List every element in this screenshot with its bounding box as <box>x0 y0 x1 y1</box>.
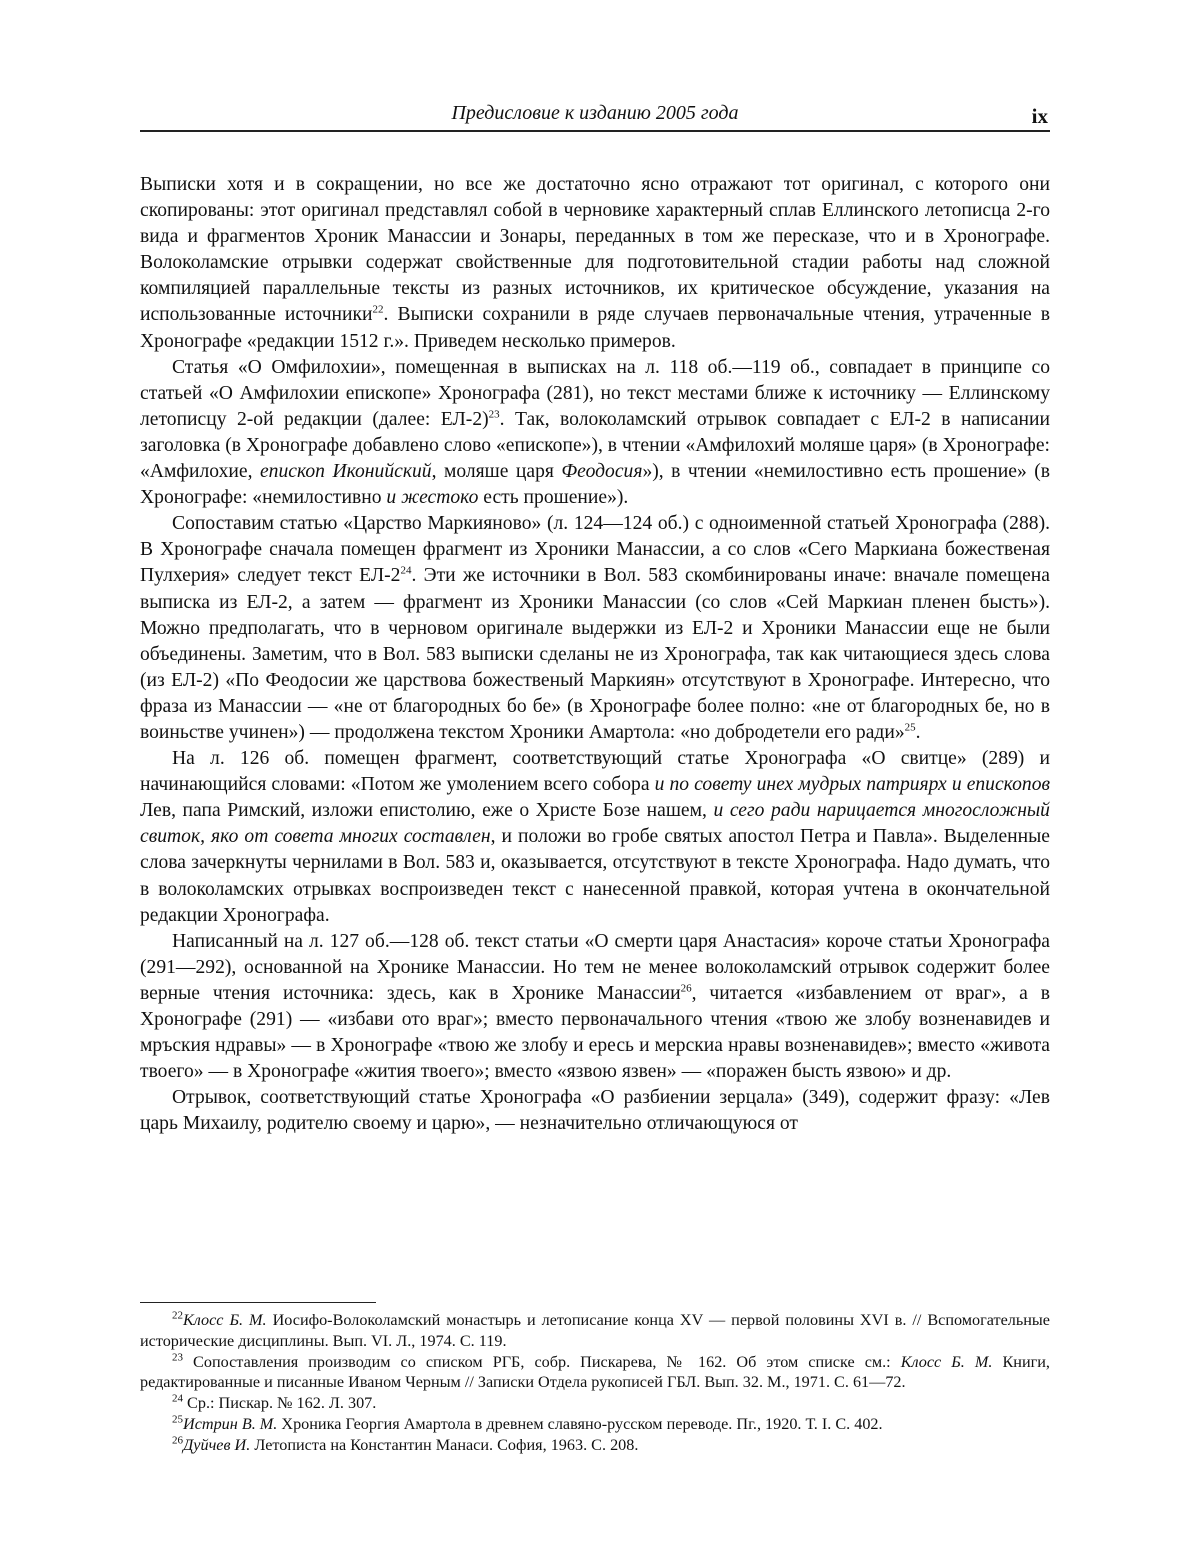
italic-text: епископ Иконийский <box>259 461 432 483</box>
italic-text: и по совету инех мудрых патриярх и епископов <box>654 774 1050 796</box>
footnote-number: 26 <box>172 1434 183 1447</box>
footnote <box>140 1414 1050 1435</box>
text-run: Хроника Георгия Амартола в древнем славяно-русском переводе. Пг., 1920. Т. I. С. 402. <box>277 1414 883 1433</box>
footnote-number: 23 <box>172 1351 183 1364</box>
text-run: . Эти же источники в Вол. 583 скомбинированы иначе: вначале помещена выписка из ЕЛ-2, а затем — фрагмент из Хроники Манассии (со слов «Сей Маркиан пленен бысть»). Можно предполагать, что в черновом оригинале выдержки из ЕЛ-2 и Хроники Манассии еще не были объединены. Заметим, что в Вол. 583 выписки сделаны не из Хронографа, так как читающиеся здесь слова (из ЕЛ-2) «По Феодосии же царствова божественый Маркиян» отсутствуют в Хронографе. Интересно, что фраза из Манассии — «не от благородных бо бе» (в Хронографе более полно: «не от благородных бе, но в воиньстве учинен») — продолжена текстом Хроники Амартола: «но добродетели его ради» <box>140 565 1050 743</box>
paragraph <box>140 1085 1050 1137</box>
footnote-ref: 23 <box>488 408 500 421</box>
text-run: Сопоставим статью «Царство Маркияново» (л. 124—124 об.) с одноименной статьей Хронографа (288). В Хронографе сначала помещен фрагмент из Хроники Манассии, а со слов «Сего Маркиана божественая Пулхерия» следует текст ЕЛ-2 <box>140 513 1050 587</box>
text-run: . Так, волоколамский отрывок совпадает с ЕЛ-2 в написании заголовка (в Хронографе добавлено слово «епископе»), в чтении «Амфилохий моляше царя» (в Хронографе: «Амфилохие, <box>140 408 1050 483</box>
italic-text: Феодосия <box>561 461 643 483</box>
footnote-number: 24 <box>172 1392 183 1405</box>
text-run: . <box>915 721 921 743</box>
text-run: Написанный на л. 127 об.—128 об. текст статьи «О смерти царя Анастасия» короче статьи Хронографа (291—292), основанной на Хронике Манассии. Но тем не менее волоколамский отрывок содержит более верные чтения источника: здесь, как в Хронике Манассии <box>140 930 1050 1004</box>
paragraph <box>140 929 1050 1086</box>
italic-text: Дуйчев И. <box>183 1435 251 1454</box>
paragraph <box>140 511 1050 746</box>
footnote <box>140 1352 1050 1394</box>
footnote-number: 22 <box>172 1309 183 1322</box>
text-run: Выписки хотя и в сокращении, но все же достаточно ясно отражают тот оригинал, с которого они скопированы: этот оригинал представлял собой в черновике характерный сплав Еллинского летописца 2-го вида и фрагментов Хроник Манассии и Зонары, переданных в том же пересказе, что и в Хронографе. Волоколамские отрывки содержат свойственные для подготовительной стадии работы над сложной компиляцией параллельные тексты из разных источников, их критическое обсуждение, указания на использованные источники <box>140 174 1050 326</box>
footnote-ref: 25 <box>904 721 916 734</box>
footnote-separator <box>140 1302 376 1303</box>
italic-text: Истрин В. М. <box>183 1414 278 1433</box>
italic-text: и жестоко <box>386 487 479 509</box>
footnotes <box>140 1310 1050 1456</box>
footnote <box>140 1435 1050 1456</box>
paragraph <box>140 746 1050 929</box>
main-text <box>140 172 1050 1137</box>
text-run: Лев, папа Римский, изложи епистолию, еже о Христе Бозе нашем, <box>140 800 714 822</box>
italic-text: и сего ради нарицается многосложный свиток, яко от совета многих составлен <box>140 800 1050 848</box>
footnote-ref: 24 <box>400 564 412 577</box>
text-run: , моляше царя <box>431 461 562 483</box>
text-run: , читается «избавлением от враг», а в Хронографе (291) — «избави ото враг»; вместо первоначального чтения «твою же злобу возненавидев и мръския ндравы» — в Хронографе «твою же злобу и ересь и мерскиа нравы возненавидев»; вместо «живота твоего» — в Хронографе «жития твоего»; вместо «язвою язвен» — «поражен бысть язвою» и др. <box>140 982 1050 1083</box>
text-run: Летописта на Константин Манаси. София, 1963. С. 208. <box>250 1435 639 1454</box>
paragraph <box>140 355 1050 512</box>
paragraph <box>140 172 1050 355</box>
text-run: . Выписки сохранили в ряде случаев первоначальные чтения, утраченные в Хронографе «редакции 1512 г.». Приведем несколько примеров. <box>140 304 1050 352</box>
text-run: Иосифо-Волоколамский монастырь и летописание конца XV — первой половины XVI в. // Вспомогательные исторические дисциплины. Вып. VI. Л., 1974. С. 119. <box>140 1311 1050 1350</box>
running-title: Предисловие к изданию 2005 года <box>451 102 739 124</box>
text-run: , и положи во гробе святых апостол Петра и Павла». Выделенные слова зачеркнуты чернилами в Вол. 583 и, оказывается, отсутствуют в тексте Хронографа. Надо думать, что в волоколамских отрывках воспроизведен текст с нанесенной правкой, которая учтена в окончательной редакции Хронографа. <box>140 826 1050 926</box>
text-run: есть прошение»). <box>478 487 629 509</box>
text-run: Отрывок, соответствующий статье Хронографа «О разбиении зерцала» (349), содержит фразу: «Лев царь Михаилу, родителю своему и царю», — незначительно отличающуюся от <box>140 1087 1050 1135</box>
footnote-number: 25 <box>172 1413 183 1426</box>
running-header <box>140 100 1050 132</box>
text-run: На л. 126 об. помещен фрагмент, соответствующий статье Хронографа «О свитце» (289) и начинающийся словами: «Потом же умолением всего собора <box>140 748 1050 796</box>
text-run: Книги, редактированные и писанные Иваном Черным // Записки Отдела рукописей ГБЛ. Вып. 32. М., 1971. С. 61—72. <box>140 1352 1050 1392</box>
footnote-ref: 26 <box>680 982 692 995</box>
text-run: »), в чтении «немилостивно есть прошение» (в Хронографе: «немилостивно <box>140 461 1050 509</box>
text-run: Сопоставления производим со списком РГБ, собр. Пискарева, № 162. Об этом списке см.: <box>183 1352 901 1371</box>
footnote <box>140 1393 1050 1414</box>
text-run: Статья «О Омфилохии», помещенная в выписках на л. 118 об.—119 об., совпадает в принципе со статьей «О Амфилохии епископе» Хронографа (281), но текст местами ближе к источнику — Еллинскому летописцу 2-ой редакции (далее: ЕЛ-2) <box>140 356 1050 430</box>
italic-text: Клосс Б. М. <box>183 1311 267 1329</box>
text-run: Ср.: Пискар. № 162. Л. 307. <box>183 1394 377 1413</box>
page-number: ix <box>1031 104 1048 128</box>
italic-text: Клосс Б. М. <box>900 1352 993 1371</box>
footnote-ref: 22 <box>372 303 384 316</box>
footnote <box>140 1310 1050 1352</box>
